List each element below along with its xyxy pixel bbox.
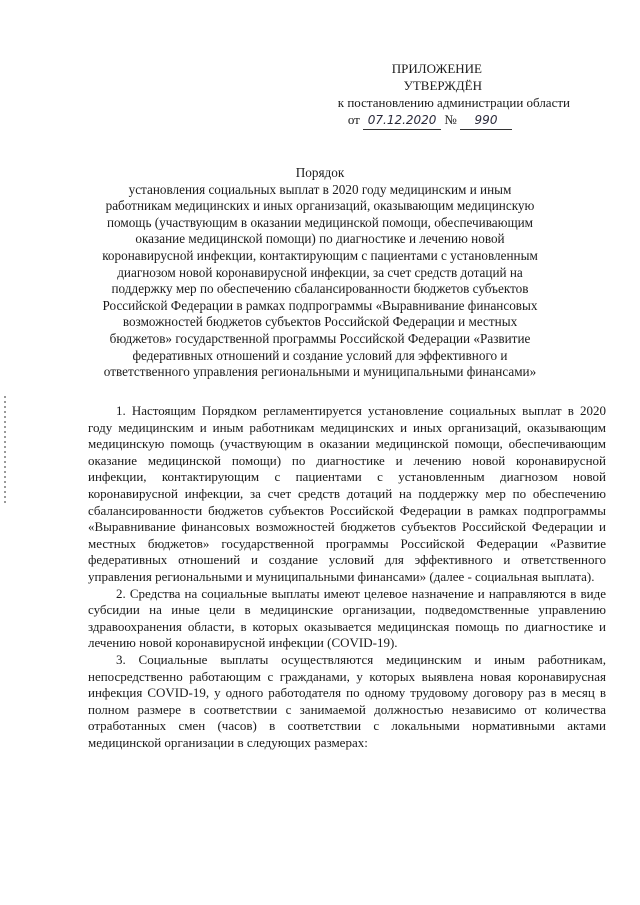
- document-title: [95, 165, 545, 381]
- decree-label: к постановлению администрации области: [337, 95, 570, 110]
- paragraph-1: 1. Настоящим Порядком регламентируется установление социальных выплат в 2020 году медицинским и иным работникам медицинских и иных организаций, оказывающим медицинскую помощь (участвующим в оказании медицинской помощи, обеспечивающим оказание медицинской помощи) по диагностике и лечению новой коронавирусной инфекции, контактирующим с пациентами с установленным диагнозом новой коронавирусной инфекции, за счет средств дотаций на поддержку мер по обеспечению сбалансированности бюджетов субъектов Российской Федерации в рамках подпрограммы «Выравнивание финансовых возможностей бюджетов субъектов Российской Федерации и местных бюджетов» государственной программы Российской Федерации «Развитие федеративных отношений и создание условий для эффективного и ответственного управления региональными и муниципальными финансами» (далее - социальная выплата).: [88, 403, 606, 584]
- paragraph-2: 2. Средства на социальные выплаты имеют целевое назначение и направляются в виде субсидии на иные цели в медицинские организации, подведомственные управлению здравоохранения области, в которых оказывается медицинская помощь по диагностике и лечению новой коронавирусной инфекции (COVID-19).: [88, 585, 606, 651]
- from-label: от: [347, 112, 360, 127]
- handwritten-date: 07.12.2020: [363, 112, 441, 130]
- approved-label: УТВЕРЖДЁН: [403, 78, 482, 93]
- handwritten-number: 990: [460, 112, 512, 130]
- decree-date-line: [240, 111, 570, 130]
- appendix-label: ПРИЛОЖЕНИЕ: [391, 61, 482, 76]
- title-head: Порядок: [295, 165, 345, 180]
- scan-margin-mark: [4, 396, 6, 506]
- document-body: [88, 403, 606, 751]
- paragraph-3: 3. Социальные выплаты осуществляются медицинским и иным работникам, непосредственно работающим с гражданами, у которых выявлена новая коронавирусная инфекция COVID-19, у одного работодателя по одному трудовому договору раз в месяц в полном размере в соответствии с занимаемой должностью независимо от количества отработанных смен (часов) в соответствии с локальными нормативными актами медицинской организации в следующих размерах:: [88, 651, 606, 750]
- number-label: №: [444, 112, 457, 127]
- approval-block: [240, 60, 570, 130]
- title-text: установления социальных выплат в 2020 году медицинским и иным работникам медицинских и иных организаций, оказывающим медицинскую помощь (участвующим в оказании медицинской помощи, обеспечивающим оказание медицинской помощи) по диагностике и лечению новой коронавирусной инфекции, контактирующим с пациентами с установленным диагнозом новой коронавирусной инфекции, за счет средств дотаций на поддержку мер по обеспечению сбалансированности бюджетов субъектов Российской Федерации в рамках подпрограммы «Выравнивание финансовых возможностей бюджетов субъектов Российской Федерации и местных бюджетов» государственной программы Российской Федерации «Развитие федеративных отношений и создание условий для эффективного и ответственного управления региональными и муниципальными финансами»: [102, 181, 538, 380]
